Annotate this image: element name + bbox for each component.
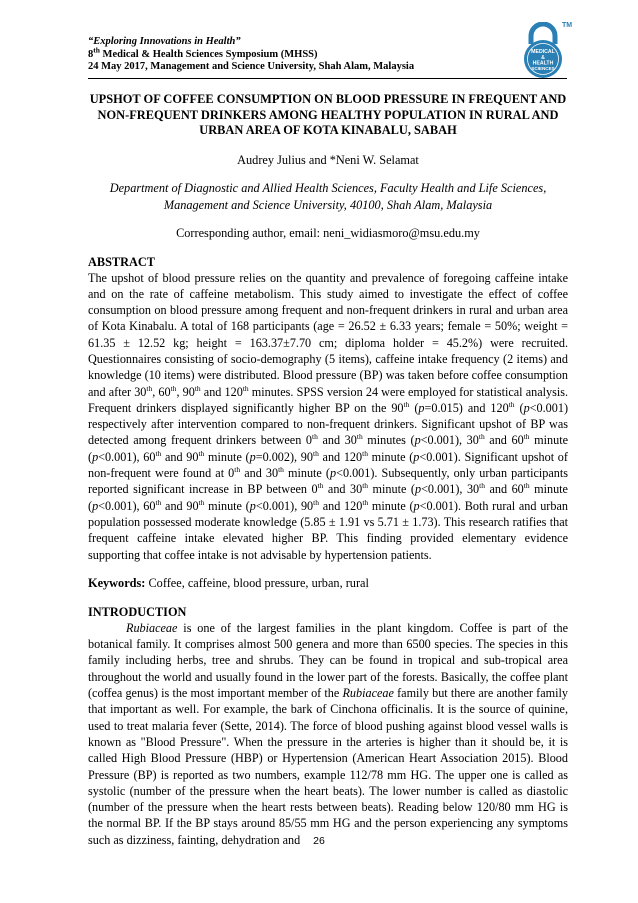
logo-text-health: HEALTH: [532, 60, 554, 67]
abstract-text: The upshot of blood pressure relies on the quantity and prevalence of foregoing caffeine intake and on the rate of caffeine metabolism. This study aimed to investigate the effect of coffee consumption on blood pressure among frequent and non-frequent drinkers in rural and urban area of Kota Kinabalu. A total of 168 participants (age = 26.52 ± 6.33 years; female = 50%; weight = 61.35 ± 12.52 kg; height = 163.37±7.70 cm; diploma holder = 45.2%) were recruited. Questionnaires consisting of socio-demography (5 items), caffeine intake frequency (2 items) and knowledge (10 items) were distributed. Blood pressure (BP) was taken before coffee consumption and after 30th, 60th, 90th and 120th minutes. SPSS version 24 were employed for statistical analysis. Frequent drinkers displayed significantly higher BP on the 90th (p=0.015) and 120th (p<0.001) respectively after intervention compared to non-frequent drinkers. Significant upshot of BP was detected among frequent drinkers between 0th and 30th minutes (p<0.001), 30th and 60th minute (p<0.001), 60th and 90th minute (p=0.002), 90th and 120th minute (p<0.001). Significant upshot of non-frequent were found at 0th and 30th minute (p<0.001). Subsequently, only urban participants reported significant increase in BP between 0th and 30th minute (p<0.001), 30th and 60th minute (p<0.001), 60th and 90th minute (p<0.001), 90th and 120th minute (p<0.001). Both rural and urban population possessed moderate knowledge (5.85 ± 1.91 vs 5.71 ± 1.73). This research ratifies that frequent caffeine intake elevated higher BP. This finding provided elementary evidence supporting that coffee intake is not advisable by hypertension patients.: [88, 270, 569, 562]
symposium-header: [88, 36, 488, 74]
logo-text-medical: MEDICAL: [531, 49, 555, 55]
trademark-mark: TM: [562, 22, 573, 29]
keywords-text: Coffee, caffeine, blood pressure, urban, rural: [145, 575, 369, 590]
paper-content: [88, 92, 568, 848]
paper-title: UPSHOT OF COFFEE CONSUMPTION ON BLOOD PRESSURE IN FREQUENT AND NON-FREQUENT DRINKERS AMONG HEALTHY POPULATION IN RURAL AND URBAN AREA OF KOTA KINABALU, SABAH: [89, 92, 567, 137]
introduction-heading: INTRODUCTION: [88, 604, 187, 619]
header-divider: [88, 78, 567, 79]
keywords-label: Keywords:: [88, 575, 146, 590]
symposium-number-suffix: th: [93, 45, 100, 54]
keywords-line: [88, 575, 568, 591]
symposium-tagline: “Exploring Innovations in Health”: [88, 36, 241, 47]
abstract-heading: ABSTRACT: [88, 254, 155, 269]
logo-text-ampersand: &: [541, 55, 545, 61]
symposium-title: Medical & Health Sciences Symposium (MHSS): [99, 48, 318, 60]
lock-logo-icon: [513, 22, 573, 80]
symposium-date-venue: 24 May 2017, Management and Science University, Shah Alam, Malaysia: [88, 61, 415, 72]
page-number: 26: [313, 835, 325, 847]
paper-affiliation: Department of Diagnostic and Allied Health Sciences, Faculty Health and Life Sciences, Management and Science University, 40100, Shah Alam, Malaysia: [109, 180, 547, 212]
introduction-text: Rubiaceae is one of the largest families in the plant kingdom. Coffee is part of the botanical family. It comprises almost 500 genera and more than 6500 species. The species in this family including herbs, tree and shrubs. They can be found in tropical and sub-tropical area throughout the world and usually found in the lower part of the forests. Basically, the coffee plant (coffea genus) is the most important member of the Rubiaceae family but there are another family that important as well. For example, the bark of Cinchona officinalis. It is the source of quinine, used to treat malaria fever (Sette, 2014). The force of blood pushing against blood vessel walls is known as "Blood Pressure". When the pressure in the arteries is higher than it should be, it is called High Blood Pressure (HBP) or Hypertension (American Heart Association 2015). Blood Pressure (BP) is reported as two numbers, example 112/78 mm HG. The upper one is called as systolic (number of the pressure when the heart beats). The lower number is called as diastolic (number of the pressure when the heart rests between beats). Reading below 120/80 mm HG is the normal BP. If the BP stays around 85/55 mm HG and the person experiencing any symptoms such as dizziness, fainting, dehydration and: [88, 620, 568, 847]
symposium-number: 8: [88, 48, 94, 60]
symposium-name: [88, 45, 488, 62]
logo-text-sciences: SCIENCES: [531, 66, 555, 71]
paper-authors: Audrey Julius and *Neni W. Selamat: [237, 152, 419, 167]
corresponding-author: Corresponding author, email: neni_widiasmoro@msu.edu.my: [176, 225, 480, 240]
